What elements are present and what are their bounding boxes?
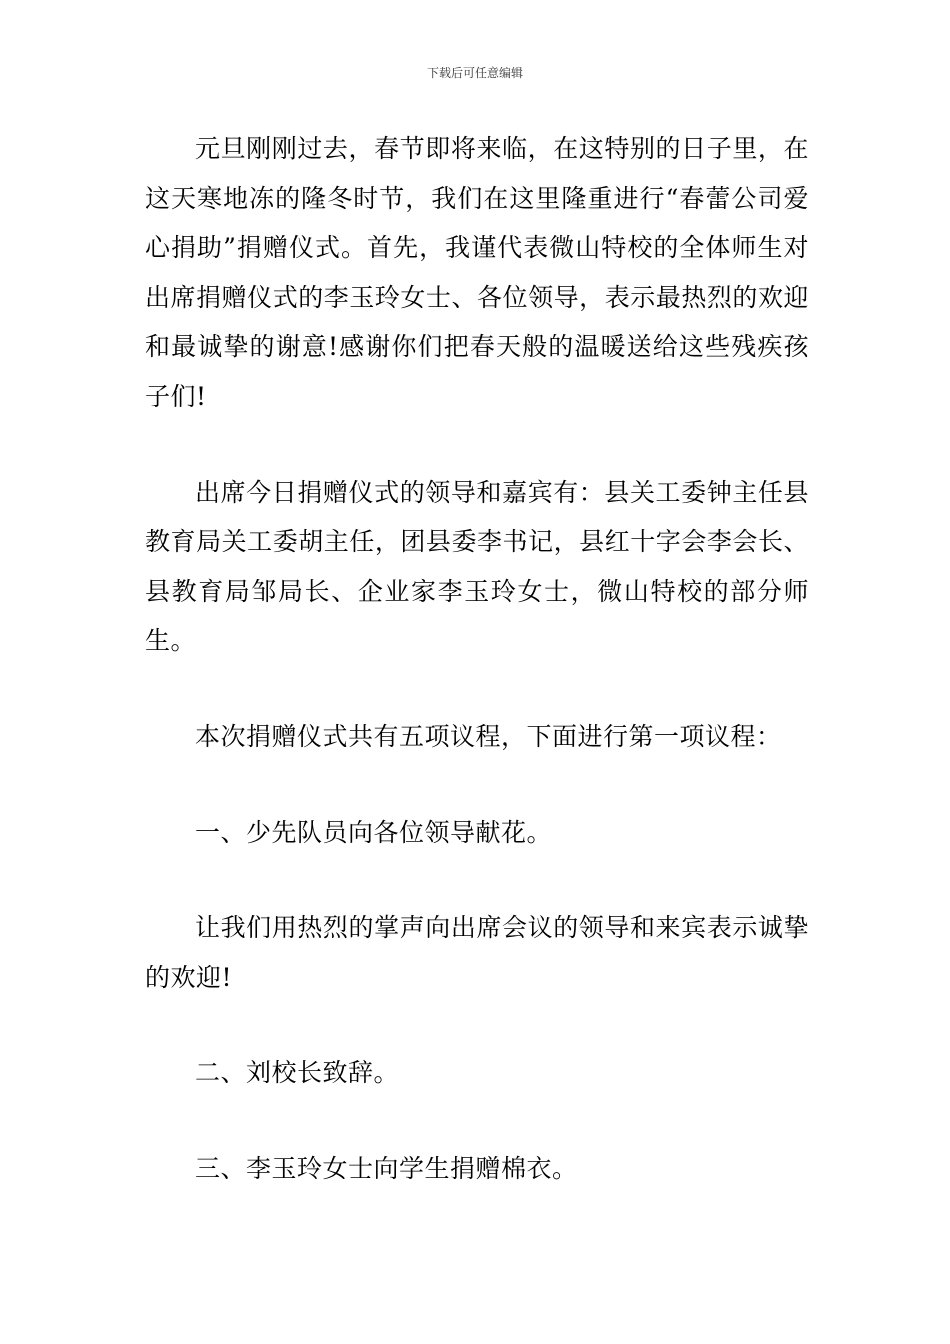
- paragraph-agenda-intro: 本次捐赠仪式共有五项议程，下面进行第一项议程：: [195, 721, 782, 751]
- paragraph-guests: 出席今日捐赠仪式的领导和嘉宾有：县关工委钟主任县教育局关工委胡主任，团县委李书记，县红十字会李会长、县教育局邹局长、企业家李玉玲女士，微山特校的部分师生。: [145, 477, 809, 656]
- paragraph-agenda-item-1: 一、少先队员向各位领导献花。: [195, 817, 553, 847]
- paragraph-opening: 元旦刚刚过去，春节即将来临，在这特别的日子里，在这天寒地冻的隆冬时节，我们在这里隆重进行“春蕾公司爱心捐助”捐赠仪式。首先，我谨代表微山特校的全体师生对出席捐赠仪式的李玉玲女士、各位领导，表示最热烈的欢迎和最诚挚的谢意!感谢你们把春天般的温暖送给这些残疾孩子们!: [145, 134, 809, 411]
- paragraph-agenda-item-2: 二、刘校长致辞。: [195, 1058, 400, 1088]
- document-body: [145, 124, 809, 1240]
- page-header: 下载后可任意编辑: [426, 66, 523, 80]
- paragraph-welcome-applause: 让我们用热烈的掌声向出席会议的领导和来宾表示诚挚的欢迎!: [145, 913, 809, 992]
- paragraph-agenda-item-3: 三、李玉玲女士向学生捐赠棉衣。: [195, 1153, 578, 1183]
